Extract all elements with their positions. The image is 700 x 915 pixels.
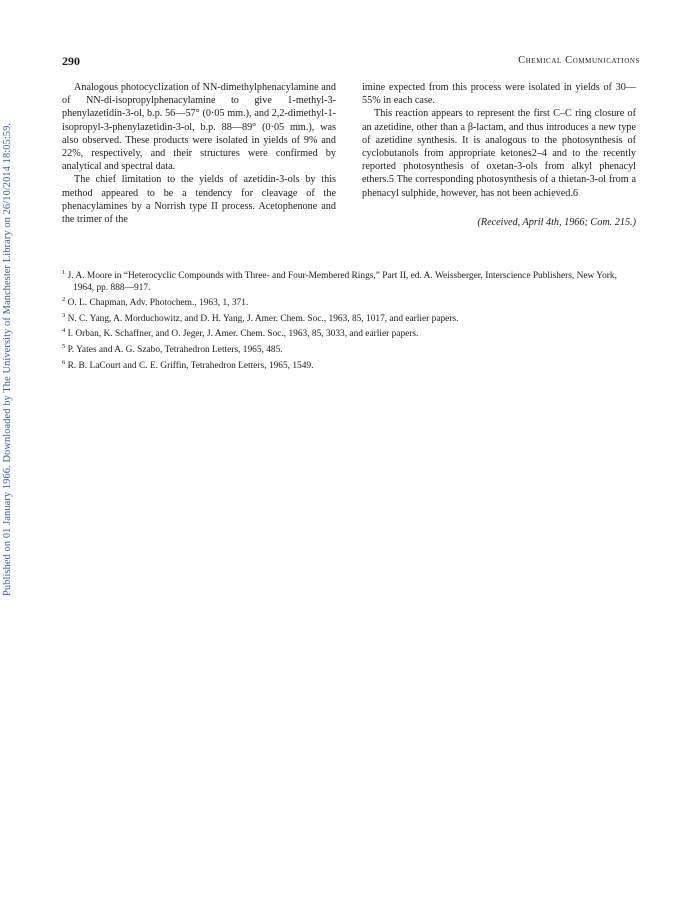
paragraph: This reaction appears to represent the first C–C ring closure of an azetidine, other than a β-lactam, and thus introduces a new type of azetidine synthesis. It is analogous to the photosynthesis of cyclobutanols from appropriate ketones2–4 and to the recently reported photosynthesis of oxetan-3-ols from alkyl phenacyl ethers.5 The corresponding photosynthesis of a thietan-3-ol from a phenacyl sulphide, however, has not been achieved.6 xyxy=(362,108,636,199)
paragraph: The chief limitation to the yields of azetidin-3-ols by this method appeared to be a tendency for cleavage of the phenacylamines by a Norrish type II process. Acetophenone and the trimer of the xyxy=(62,174,336,226)
paragraph: Analogous photocyclization of NN-dimethylphenacylamine and of NN-di-isopropylphenacylamine to give 1-methyl-3-phenylazetidin-3-ol, b.p. 56—57° (0·05 mm.), and 2,2-dimethyl-1-isopropyl-3-phenylazetidin-3-ol, b.p. 88—89° (0·05 mm.), was also observed. These products were isolated in yields of 9% and 22%, respectively, and their structures were confirmed by analytical and spectral data. xyxy=(62,82,336,173)
journal-name: Chemical Communications xyxy=(518,55,640,66)
download-watermark-text: Published on 01 January 1966. Downloaded by The University of Manchester Library on 26/10/2014 18:05:59. xyxy=(2,122,13,596)
left-column xyxy=(62,81,336,226)
reference-item: $^5$ P. Yates and A. G. Szabo, Tetrahedron Letters, 1965, 485. xyxy=(62,343,283,356)
reference-item: $^4$ I. Orban, K. Schaffner, and O. Jeger, J. Amer. Chem. Soc., 1963, 85, 3033, and earlier papers. xyxy=(62,327,419,340)
download-watermark xyxy=(2,96,18,596)
reference-item: $^3$ N. C. Yang, A. Morduchowitz, and D. H. Yang, J. Amer. Chem. Soc., 1963, 85, 1017, and earlier papers. xyxy=(62,311,459,324)
reference-item: $^6$ R. B. LaCourt and C. E. Griffin, Tetrahedron Letters, 1965, 1549. xyxy=(62,358,314,371)
paragraph: imine expected from this process were isolated in yields of 30—55% in each case. xyxy=(362,82,636,107)
reference-item: $^2$ O. L. Chapman, Adv. Photochem., 1963, 1, 371. xyxy=(62,296,249,309)
references xyxy=(62,267,638,372)
page-number: 290 xyxy=(62,54,80,68)
reference-item: $^1$ J. A. Moore in “Heterocyclic Compounds with Three- and Four-Membered Rings,” Part II, ed. A. Weissberger, Interscience Publishers, New York, 1964, pp. 888—917. xyxy=(62,269,617,293)
received-date: (Received, April 4th, 1966; Com. 215.) xyxy=(477,216,636,228)
right-column xyxy=(362,81,636,229)
